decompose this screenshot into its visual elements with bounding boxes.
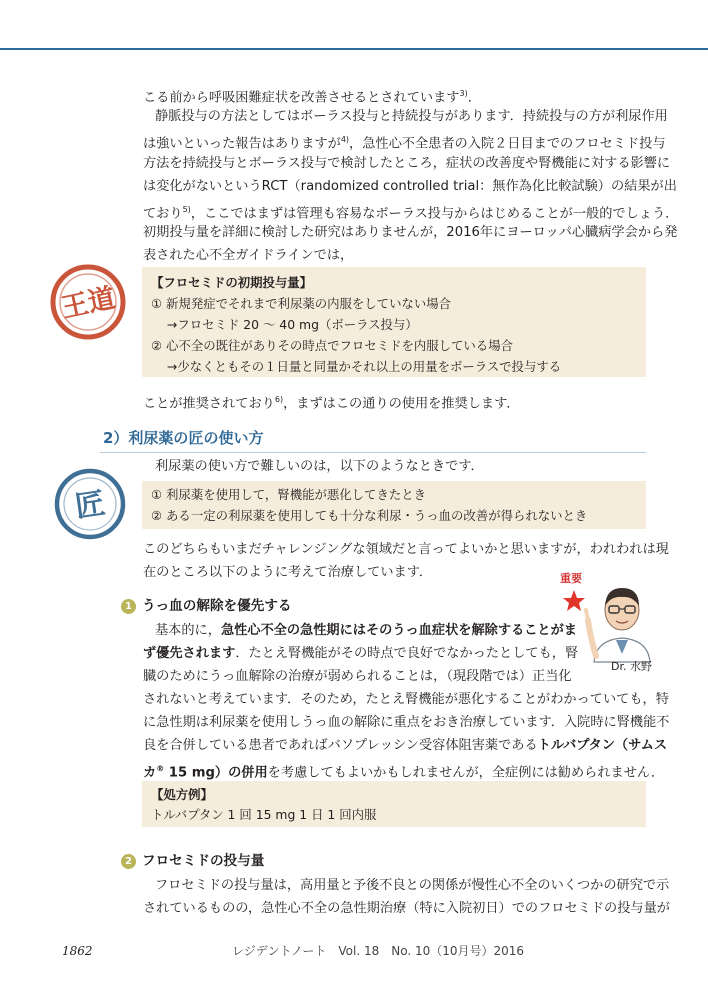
box-item: ① 利尿薬を使用して，腎機能が悪化してきたとき (151, 487, 427, 502)
stamp-takumi-icon (52, 466, 128, 542)
body-line: 表された心不全ガイドラインでは， (143, 248, 354, 263)
body-line: 方法を持続投与とボーラス投与で検討したところ，症状の改善度や腎機能に対する影響に (143, 156, 671, 171)
body-line: ており$^{5)}$，ここではまずは管理も容易なボーラス投与からはじめることが一般的でしょう． (143, 205, 679, 222)
body-line: カ® 15 mg）の併用を考慮してもよいかもしれませんが，全症例には勧められません． (143, 764, 665, 781)
body-line: ことが推奨されており$^{6)}$，まずはこの通りの使用を推奨します． (143, 395, 520, 412)
body-line: 利尿薬の使い方で難しいのは，以下のようなときです． (155, 459, 484, 474)
body-line: 基本的に，急性心不全の急性期にはそのうっ血症状を解除することがま (155, 623, 577, 638)
svg-text:王道: 王道 (58, 282, 118, 325)
body-line: こる前から呼吸困難症状を改善させるとされています$^{3)}$． (143, 89, 481, 106)
doctor-name: Dr. 水野 (611, 660, 652, 673)
stamp-odo-icon (48, 262, 128, 342)
svg-text:匠: 匠 (72, 486, 108, 525)
body-line: 良を合併している患者であればバソプレッシン受容体阻害薬であるトルバプタン（サムス (143, 738, 668, 753)
body-line: ず優先されます．たとえ腎機能がその時点で良好でなかったとしても，腎 (143, 646, 579, 661)
doctor-icon (560, 576, 660, 666)
subsection-number: 2 (121, 854, 136, 869)
body-line: されているものの，急性心不全の急性期治療（特に入院初日）でのフロセミドの投与量が (143, 901, 670, 916)
box-item: ② ある一定の利尿薬を使用しても十分な利尿・うっ血の改善が得られないとき (151, 508, 588, 523)
body-line: は強いといった報告はありますが$^{4)}$，急性心不全患者の入院２日目までのフロセミド投与 (143, 135, 666, 152)
box-item: トルバプタン 1 回 15 mg 1 日 1 回内服 (151, 807, 377, 822)
box-item-sub: →少なくともその１日量と同量かそれ以上の用量をボーラスで投与する (167, 359, 562, 374)
section-heading-rule (100, 452, 646, 453)
body-line: 初期投与量を詳細に検討した研究はありませんが，2016年にヨーロッパ心臓病学会から発 (143, 225, 678, 240)
prescription-box (142, 781, 646, 827)
initial-dose-box (142, 267, 646, 377)
body-line: 静脈投与の方法としてはボーラス投与と持続投与があります．持続投与の方が利尿作用 (155, 109, 668, 124)
subsection-heading: 2 フロセミドの投与量 (121, 851, 264, 871)
box-title: 【処方例】 (151, 787, 213, 802)
box-item: ① 新規発症でそれまで利尿薬の内服をしていない場合 (151, 296, 452, 311)
journal-footer: レジデントノート Vol. 18 No. 10（10月号）2016 (232, 944, 525, 958)
body-line: 臓のためにうっ血解除の治療が弱められることは，（現段階では）正当化 (143, 669, 572, 684)
box-item-sub: →フロセミド 20 ～ 40 mg（ボーラス投与） (167, 317, 418, 332)
top-rule (0, 48, 708, 50)
body-line: 在のところ以下のように考えて治療しています． (143, 565, 433, 580)
subsection-number: 1 (121, 599, 136, 614)
important-badge: 重要 (560, 572, 582, 585)
subsection-heading: 1 うっ血の解除を優先する (121, 596, 292, 616)
body-line: されないと考えています．そのため，たとえ腎機能が悪化することがわかっていても，特 (143, 692, 669, 707)
section-heading: 2）利尿薬の匠の使い方 (103, 429, 264, 447)
doctor-illustration (560, 568, 660, 673)
box-item: ② 心不全の既往がありその時点でフロセミドを内服している場合 (151, 338, 513, 353)
body-line: に急性期は利尿薬を使用しうっ血の解除に重点をおき治療しています．入院時に腎機能不 (143, 715, 670, 730)
box-title: 【フロセミドの初期投与量】 (151, 275, 313, 290)
body-line: フロセミドの投与量は，高用量と予後不良との関係が慢性心不全のいくつかの研究で示 (155, 878, 670, 893)
body-line: このどちらもいまだチャレンジングな領域だと言ってよいかと思いますが，われわれは現 (143, 542, 669, 557)
body-line: は変化がないというRCT（randomized controlled trial：無作為化比較試験）の結果が出 (143, 179, 677, 194)
difficult-cases-box (142, 481, 646, 529)
page-number: 1862 (62, 944, 93, 958)
